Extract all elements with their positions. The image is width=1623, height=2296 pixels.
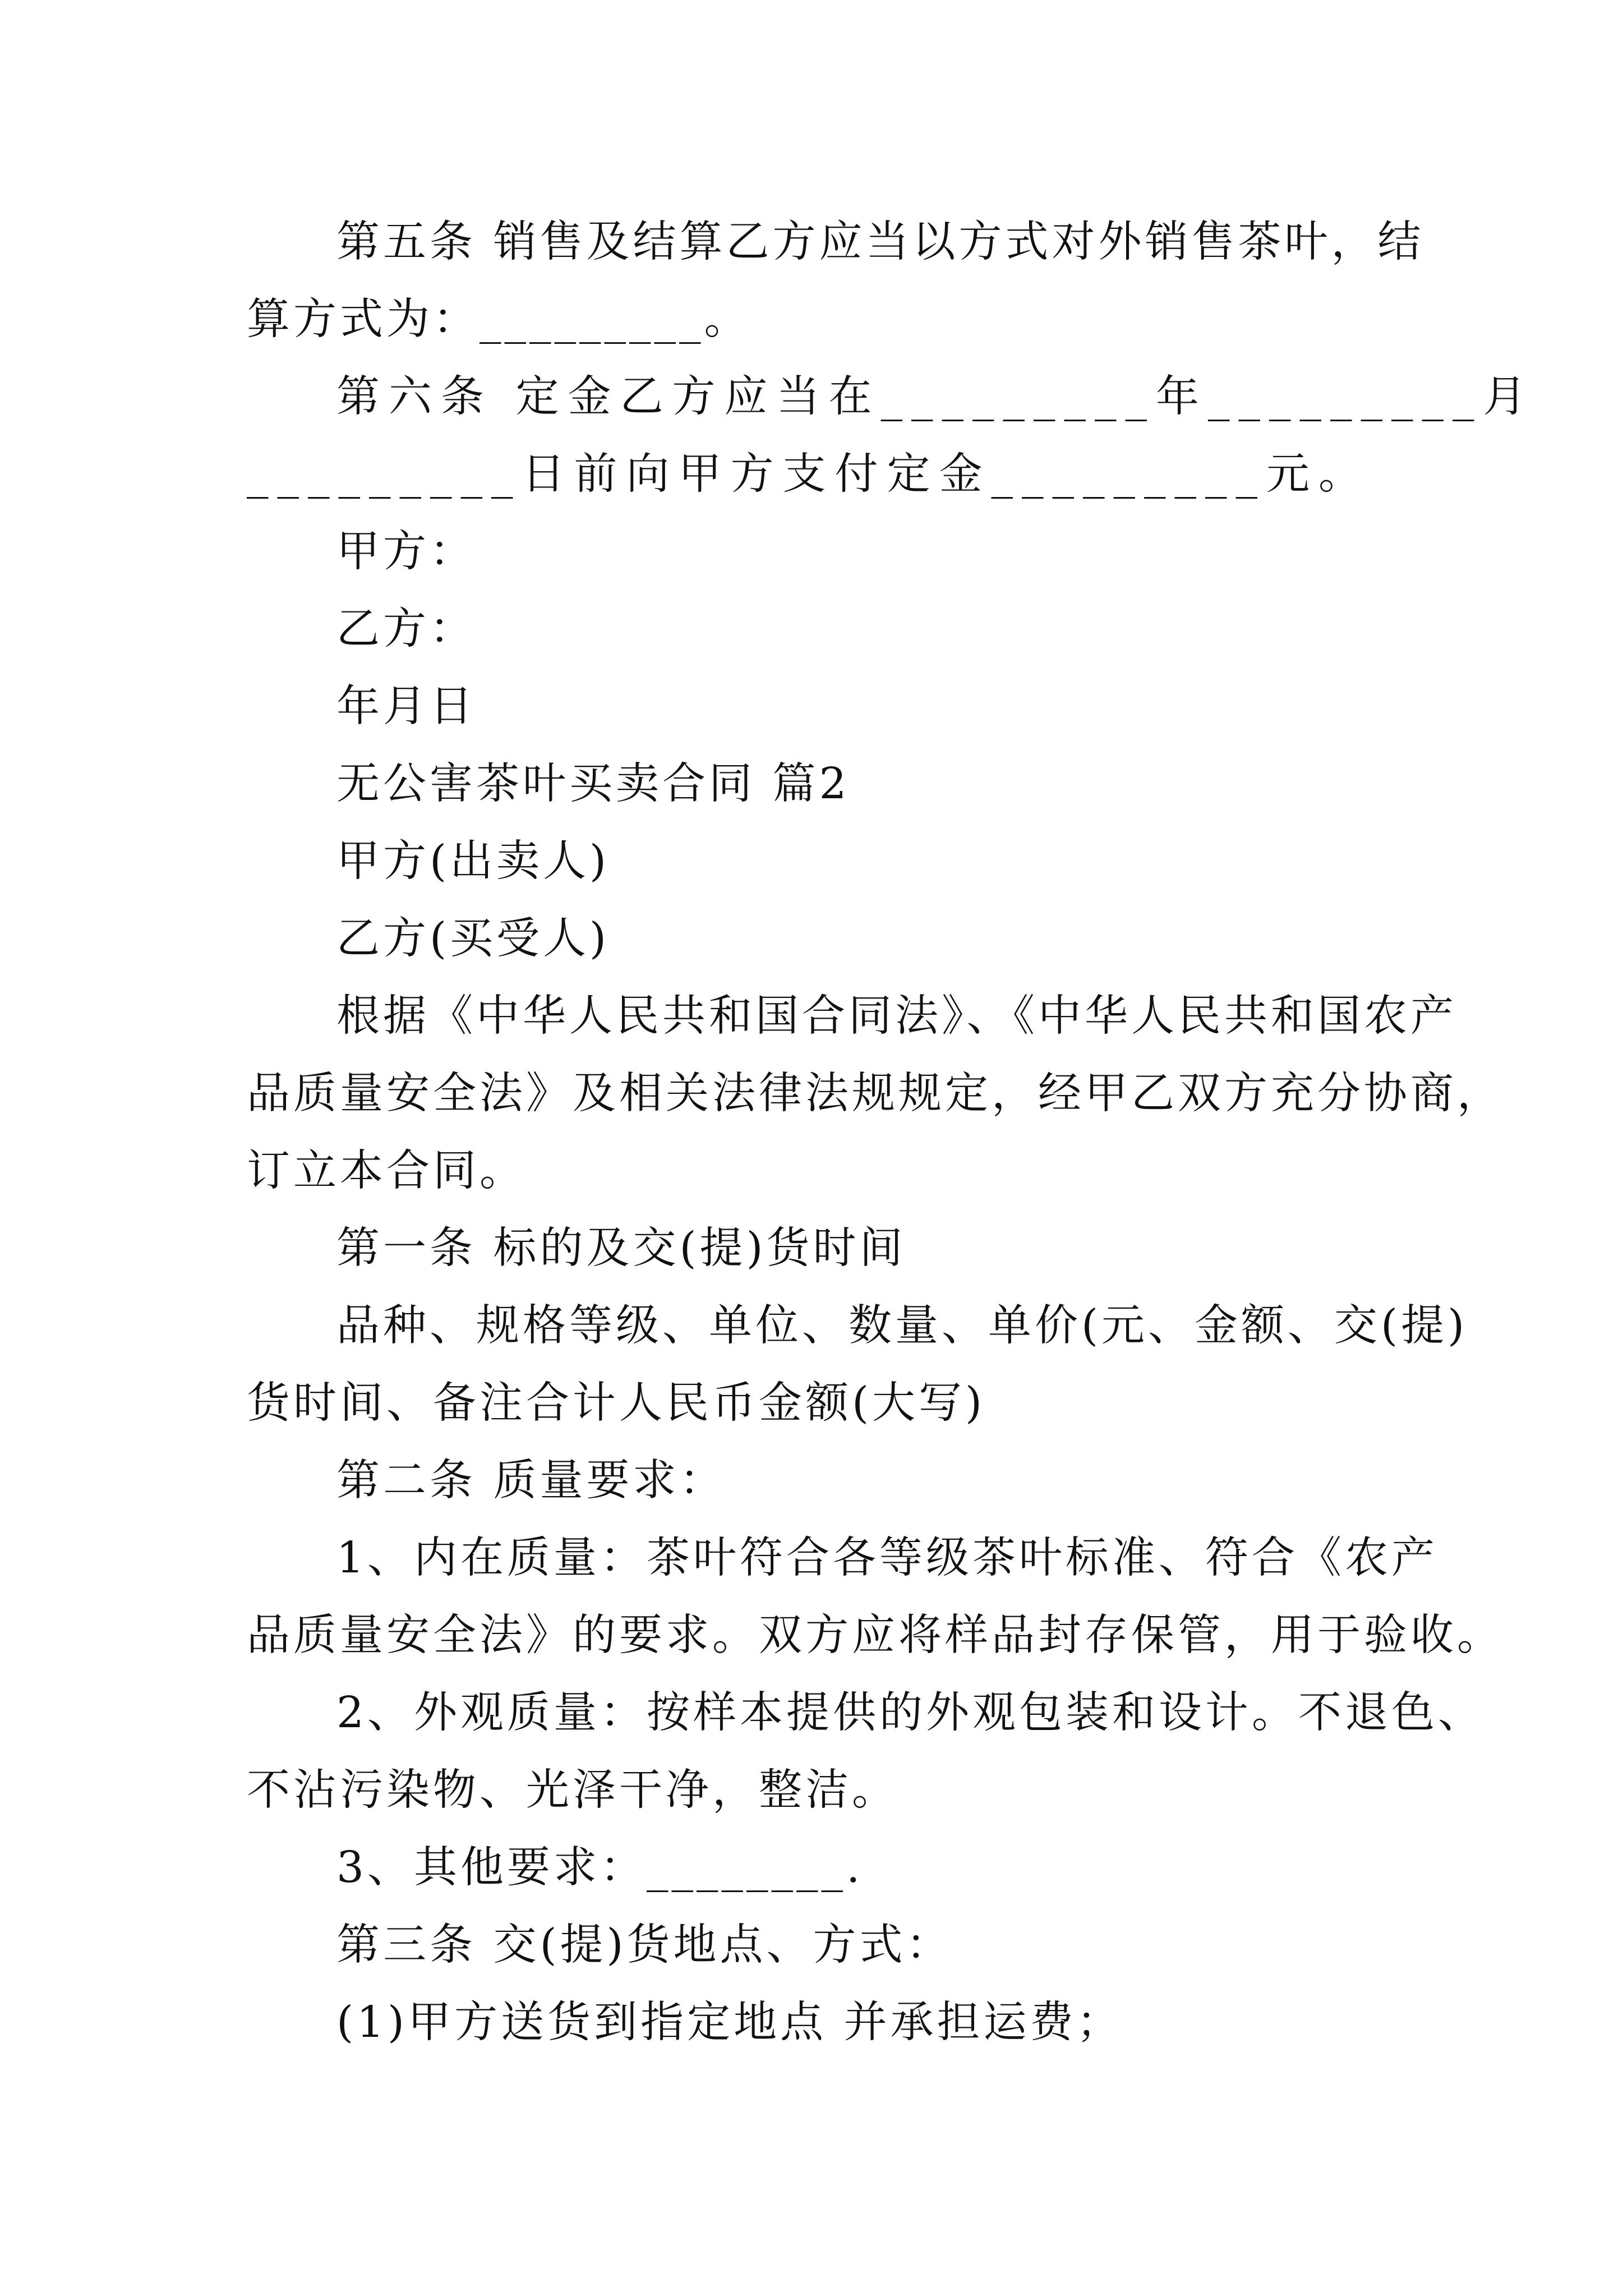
text-line: 2、外观质量：按样本提供的外观包装和设计。不退色、 bbox=[336, 1688, 1484, 1738]
text-line: 货时间、备注合计人民币金额(大写) bbox=[247, 1378, 986, 1428]
text-line: 1、内在质量：茶叶符合各等级茶叶标准、符合《农产 bbox=[336, 1533, 1438, 1583]
text-line: 品质量安全法》及相关法律法规规定，经甲乙双方充分协商， bbox=[247, 1069, 1504, 1119]
text-line: 年月日 bbox=[336, 682, 476, 731]
text-line: 品种、规格等级、单位、数量、单价(元、金额、交(提) bbox=[336, 1301, 1468, 1351]
text-line: 品质量安全法》的要求。双方应将样品封存保管，用于验收。 bbox=[247, 1611, 1504, 1660]
text-line: 甲方(出卖人) bbox=[336, 836, 610, 886]
text-line: 乙方： bbox=[336, 604, 476, 654]
text-line: 第一条 标的及交(提)货时间 bbox=[336, 1223, 906, 1273]
text-line: 算方式为：_________。 bbox=[247, 295, 751, 344]
text-line: (1)甲方送货到指定地点 并承担运费； bbox=[336, 1998, 1123, 2047]
text-line: 第二条 质量要求： bbox=[336, 1456, 726, 1506]
text-line: _________日前向甲方支付定金_________元。 bbox=[247, 449, 1371, 499]
text-line: 甲方： bbox=[336, 527, 476, 577]
text-line: 第六条 定金乙方应当在_________年_________月 bbox=[336, 372, 1536, 422]
text-line: 订立本合同。 bbox=[247, 1146, 526, 1196]
text-line: 不沾污染物、光泽干净，整洁。 bbox=[247, 1765, 898, 1815]
text-line: 第三条 交(提)货地点、方式： bbox=[336, 1920, 953, 1970]
text-line: 第五条 销售及结算乙方应当以方式对外销售茶叶，结 bbox=[336, 217, 1424, 267]
text-line: 乙方(买受人) bbox=[336, 914, 610, 964]
text-line: 3、其他要求：________. bbox=[336, 1843, 864, 1893]
section-heading: 无公害茶叶买卖合同 篇2 bbox=[336, 759, 850, 809]
text-line: 根据《中华人民共和国合同法》、《中华人民共和国农产 bbox=[336, 991, 1457, 1041]
